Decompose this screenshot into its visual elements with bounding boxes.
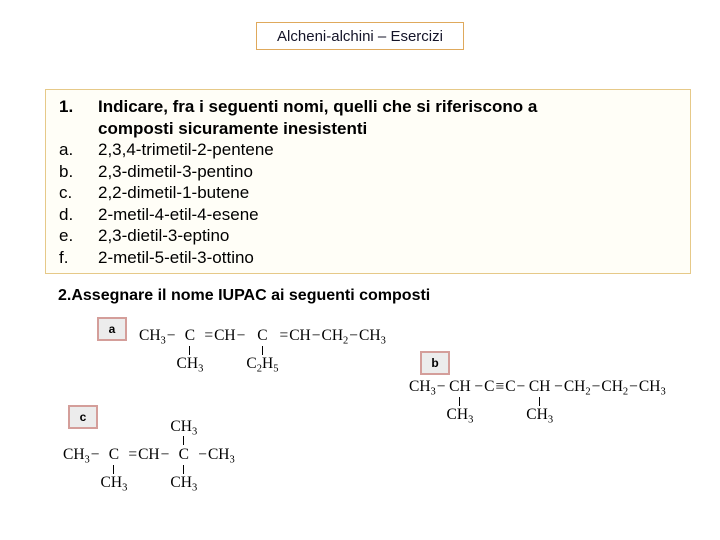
- chain-token: $CH_2$: [321, 327, 349, 347]
- list-item: [59, 182, 690, 204]
- atom-token: [138, 418, 160, 492]
- chain-token: $CH_2$: [601, 378, 629, 398]
- exercise1-question-line1: Indicare, fra i seguenti nomi, quelli che si riferiscono a: [98, 97, 538, 116]
- list-item-marker: e.: [59, 226, 74, 245]
- chain-token: CH: [528, 378, 551, 395]
- structure-a-label: a: [97, 317, 127, 341]
- chain-token: −: [554, 378, 563, 395]
- structure-c-label: c: [68, 405, 98, 429]
- list-item-name: 2,3,4-trimetil-2-pentene: [98, 140, 274, 159]
- substituent-above: $CH_3$: [170, 418, 198, 438]
- bond-token: [90, 418, 101, 492]
- chain-token: CH: [289, 327, 311, 344]
- atom-token: [246, 326, 278, 373]
- exercise1-heading: [59, 96, 690, 139]
- atom-token: [359, 326, 386, 373]
- slide-title-box: [256, 22, 464, 50]
- structure-b-formula: [409, 377, 666, 424]
- vertical-bond: [189, 346, 190, 355]
- list-item: [59, 225, 690, 247]
- bond-line: [189, 346, 190, 355]
- substituent-below: $CH_3$: [176, 355, 204, 375]
- bond-token: [197, 418, 208, 492]
- atom-token: [208, 418, 235, 492]
- substituent-below: $CH_3$: [446, 406, 474, 426]
- chain-token: C: [484, 378, 495, 395]
- chain-token: −: [436, 378, 446, 395]
- atom-token: [63, 418, 90, 492]
- bond-token: [166, 326, 177, 373]
- structure-c-formula: [63, 418, 235, 492]
- chain-token: $CH_3$: [409, 378, 436, 398]
- list-item-name: 2-metil-5-etil-3-ottino: [98, 247, 254, 267]
- substituent-below: $CH_3$: [526, 406, 554, 426]
- bond-token: [278, 326, 289, 373]
- atom-token: [564, 377, 591, 424]
- chain-token: ≡: [495, 378, 505, 395]
- list-item: [59, 204, 690, 226]
- chain-token: C: [184, 327, 196, 344]
- atom-token: [321, 326, 348, 373]
- chain-token: −: [198, 446, 207, 463]
- substituent-below: $C_2H_5$: [246, 355, 279, 375]
- vertical-bond: [183, 465, 184, 474]
- chain-token: C: [505, 378, 516, 395]
- list-item-name: 2-metil-4-etil-4-esene: [98, 204, 259, 224]
- list-item-name: 2,3-dietil-3-eptino: [98, 226, 230, 245]
- atom-token: [409, 377, 436, 424]
- bond-token: [311, 326, 322, 373]
- chain-token: $CH_2$: [563, 378, 591, 398]
- chain-token: C: [108, 446, 120, 463]
- chain-token: −: [474, 378, 484, 395]
- chain-token: C: [178, 446, 189, 463]
- bond-token: [127, 418, 138, 492]
- exercise1-number: 1.: [59, 97, 74, 116]
- bond-token: [348, 326, 359, 373]
- chain-token: $CH_3$: [139, 327, 166, 347]
- chain-token: =: [128, 446, 138, 463]
- chain-token: $CH_3$: [359, 327, 386, 347]
- structure-b-label: b: [420, 351, 450, 375]
- bond-token: [628, 377, 639, 424]
- list-item-name: 2,3-dimetil-3-pentino: [98, 161, 253, 181]
- exercise2-question: Assegnare il nome IUPAC ai seguenti composti: [71, 287, 431, 304]
- substituent-below: $CH_3$: [170, 474, 198, 494]
- atom-token: [526, 377, 553, 424]
- exercise2-heading: [58, 287, 430, 305]
- chain-token: =: [204, 327, 214, 344]
- chain-token: −: [90, 446, 100, 463]
- substituent-below: $CH_3$: [100, 474, 128, 494]
- vertical-bond: [539, 397, 540, 406]
- chain-token: −: [629, 378, 638, 395]
- atom-token: [177, 326, 204, 373]
- list-item-marker: f.: [59, 247, 69, 267]
- list-item-marker: d.: [59, 204, 74, 224]
- chain-token: −: [311, 327, 321, 344]
- bond-token: [203, 326, 214, 373]
- vertical-bond: [459, 397, 460, 406]
- bond-token: [160, 418, 171, 492]
- bond-token: [236, 326, 247, 373]
- atom-token: [214, 326, 236, 373]
- vertical-bond: [262, 346, 263, 355]
- chain-token: CH: [138, 446, 160, 463]
- chain-token: CH: [214, 327, 236, 344]
- bond-token: [473, 377, 484, 424]
- chain-token: −: [236, 327, 246, 344]
- bond-line: [183, 436, 184, 445]
- list-item-name: 2,2-dimetil-1-butene: [98, 183, 250, 202]
- atom-token: [639, 377, 666, 424]
- bond-line: [262, 346, 263, 355]
- list-item: [59, 161, 690, 183]
- chain-token: $CH_3$: [638, 378, 666, 398]
- list-item-marker: b.: [59, 161, 74, 181]
- bond-token: [516, 377, 527, 424]
- vertical-bond: [113, 465, 114, 474]
- chain-token: CH: [449, 378, 471, 395]
- atom-token: [447, 377, 474, 424]
- atom-token: [289, 326, 311, 373]
- bond-token: [591, 377, 602, 424]
- slide-title: Alcheni-alchini – Esercizi: [277, 27, 443, 45]
- bond-token: [494, 377, 505, 424]
- bond-token: [436, 377, 447, 424]
- bond-token: [553, 377, 564, 424]
- exercise1-box: [45, 89, 691, 274]
- atom-token: [139, 326, 166, 373]
- atom-token: [484, 377, 494, 424]
- structure-a-formula: [139, 326, 386, 373]
- chain-token: −: [591, 378, 601, 395]
- chain-token: =: [279, 327, 289, 344]
- bond-line: [459, 397, 460, 406]
- chain-token: −: [166, 327, 176, 344]
- chain-token: $CH_3$: [207, 446, 235, 466]
- chain-token: $CH_3$: [63, 446, 90, 466]
- exercise2-number: 2.: [58, 287, 72, 304]
- bond-line: [539, 397, 540, 406]
- chain-token: C: [257, 327, 268, 344]
- atom-token: [505, 377, 515, 424]
- list-item: [59, 247, 690, 269]
- bond-line: [183, 465, 184, 474]
- chain-token: −: [160, 446, 170, 463]
- exercise1-question: [98, 96, 537, 139]
- atom-token: [170, 418, 197, 492]
- list-item-marker: c.: [59, 183, 73, 202]
- exercise1-question-line2: composti sicuramente inesistenti: [98, 118, 368, 138]
- chain-token: −: [349, 327, 359, 344]
- list-item-marker: a.: [59, 140, 74, 159]
- list-item: [59, 139, 690, 161]
- atom-token: [601, 377, 628, 424]
- chain-token: −: [516, 378, 526, 395]
- vertical-bond: [183, 436, 184, 445]
- atom-token: [101, 418, 128, 492]
- bond-line: [113, 465, 114, 474]
